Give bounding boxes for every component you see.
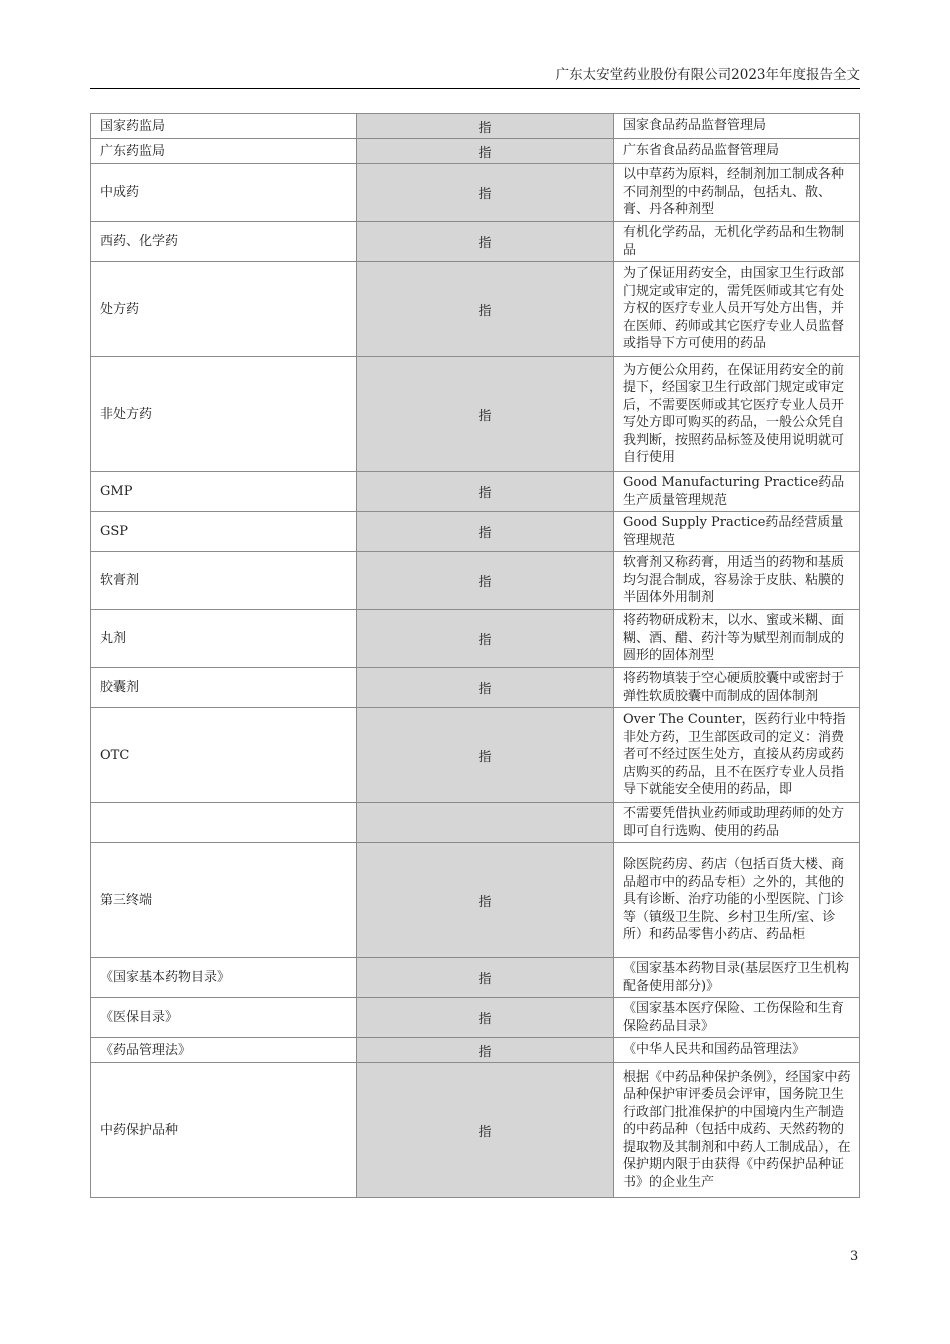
- glossary-definition: 根据《中药品种保护条例》，经国家中药品种保护审评委员会评审，国务院卫生行政部门批准保护的中国境内生产制造的中药品种（包括中成药、天然药物的提取物及其制剂和中药人工制成品），在保护期内限于由获得《中药保护品种证书》的企业生产: [614, 1063, 860, 1198]
- glossary-table-body: [91, 114, 860, 1198]
- glossary-term: 软膏剂: [91, 552, 357, 610]
- glossary-term: 胶囊剂: [91, 668, 357, 708]
- glossary-marker: 指: [357, 164, 614, 222]
- glossary-row: [91, 262, 860, 357]
- glossary-row: [91, 114, 860, 139]
- glossary-term: GSP: [91, 512, 357, 552]
- glossary-row: [91, 843, 860, 958]
- glossary-definition: 除医院药房、药店（包括百货大楼、商品超市中的药品专柜）之外的，其他的具有诊断、治疗功能的小型医院、门诊等（镇级卫生院、乡村卫生所/室、诊所）和药品零售小药店、药品柜: [614, 843, 860, 958]
- glossary-row: [91, 668, 860, 708]
- glossary-definition: 有机化学药品，无机化学药品和生物制品: [614, 222, 860, 262]
- glossary-marker: 指: [357, 512, 614, 552]
- glossary-marker: 指: [357, 958, 614, 998]
- glossary-marker: 指: [357, 552, 614, 610]
- glossary-definition: 将药物填装于空心硬质胶囊中或密封于弹性软质胶囊中而制成的固体制剂: [614, 668, 860, 708]
- glossary-marker: 指: [357, 1038, 614, 1063]
- glossary-marker: 指: [357, 472, 614, 512]
- glossary-term: 中药保护品种: [91, 1063, 357, 1198]
- glossary-definition: Good Manufacturing Practice药品生产质量管理规范: [614, 472, 860, 512]
- glossary-term: 国家药监局: [91, 114, 357, 139]
- glossary-row: [91, 610, 860, 668]
- report-title: 广东太安堂药业股份有限公司2023年年度报告全文: [555, 67, 860, 83]
- glossary-row: [91, 1038, 860, 1063]
- glossary-definition: 不需要凭借执业药师或助理药师的处方即可自行选购、使用的药品: [614, 803, 860, 843]
- glossary-term: 西药、化学药: [91, 222, 357, 262]
- glossary-definition: 《国家基本医疗保险、工伤保险和生育保险药品目录》: [614, 998, 860, 1038]
- glossary-marker: 指: [357, 114, 614, 139]
- glossary-row: [91, 708, 860, 803]
- glossary-term: 中成药: [91, 164, 357, 222]
- glossary-row: [91, 512, 860, 552]
- glossary-marker: [357, 803, 614, 843]
- glossary-row: [91, 472, 860, 512]
- glossary-row: [91, 222, 860, 262]
- glossary-row: [91, 139, 860, 164]
- glossary-term: OTC: [91, 708, 357, 803]
- glossary-marker: 指: [357, 139, 614, 164]
- glossary-definition: Good Supply Practice药品经营质量管理规范: [614, 512, 860, 552]
- glossary-row: [91, 803, 860, 843]
- glossary-term: 处方药: [91, 262, 357, 357]
- glossary-marker: 指: [357, 357, 614, 472]
- glossary-definition: 软膏剂又称药膏，用适当的药物和基质均匀混合制成，容易涂于皮肤、粘膜的半固体外用制剂: [614, 552, 860, 610]
- glossary-term: [91, 803, 357, 843]
- glossary-marker: 指: [357, 610, 614, 668]
- glossary-definition: 将药物研成粉末，以水、蜜或米糊、面糊、酒、醋、药汁等为赋型剂而制成的圆形的固体剂型: [614, 610, 860, 668]
- glossary-row: [91, 357, 860, 472]
- glossary-term: GMP: [91, 472, 357, 512]
- glossary-definition: 为方便公众用药，在保证用药安全的前提下，经国家卫生行政部门规定或审定后，不需要医师或其它医疗专业人员开写处方即可购买的药品，一般公众凭自我判断，按照药品标签及使用说明就可自行使用: [614, 357, 860, 472]
- glossary-term: 《药品管理法》: [91, 1038, 357, 1063]
- glossary-definition: 《国家基本药物目录(基层医疗卫生机构配备使用部分)》: [614, 958, 860, 998]
- glossary-marker: 指: [357, 222, 614, 262]
- glossary-row: [91, 958, 860, 998]
- glossary-definition: Over The Counter，医药行业中特指非处方药，卫生部医政司的定义：消费者可不经过医生处方，直接从药房或药店购买的药品，且不在医疗专业人员指导下就能安全使用的药品，即: [614, 708, 860, 803]
- glossary-definition: 《中华人民共和国药品管理法》: [614, 1038, 860, 1063]
- glossary-marker: 指: [357, 843, 614, 958]
- glossary-term: 第三终端: [91, 843, 357, 958]
- glossary-definition: 广东省食品药品监督管理局: [614, 139, 860, 164]
- glossary-definition: 为了保证用药安全，由国家卫生行政部门规定或审定的，需凭医师或其它有处方权的医疗专业人员开写处方出售，并在医师、药师或其它医疗专业人员监督或指导下方可使用的药品: [614, 262, 860, 357]
- glossary-row: [91, 164, 860, 222]
- page-number: 3: [850, 1249, 859, 1264]
- glossary-marker: 指: [357, 998, 614, 1038]
- glossary-term: 《国家基本药物目录》: [91, 958, 357, 998]
- glossary-marker: 指: [357, 668, 614, 708]
- glossary-row: [91, 1063, 860, 1198]
- glossary-term: 丸剂: [91, 610, 357, 668]
- glossary-definition: 以中草药为原料，经制剂加工制成各种不同剂型的中药制品，包括丸、散、膏、丹各种剂型: [614, 164, 860, 222]
- page-header: [90, 66, 860, 89]
- glossary-row: [91, 998, 860, 1038]
- glossary-marker: 指: [357, 708, 614, 803]
- glossary-marker: 指: [357, 1063, 614, 1198]
- glossary-definition: 国家食品药品监督管理局: [614, 114, 860, 139]
- glossary-term: 非处方药: [91, 357, 357, 472]
- glossary-row: [91, 552, 860, 610]
- glossary-table: [90, 113, 860, 1198]
- glossary-term: 《医保目录》: [91, 998, 357, 1038]
- glossary-term: 广东药监局: [91, 139, 357, 164]
- glossary-marker: 指: [357, 262, 614, 357]
